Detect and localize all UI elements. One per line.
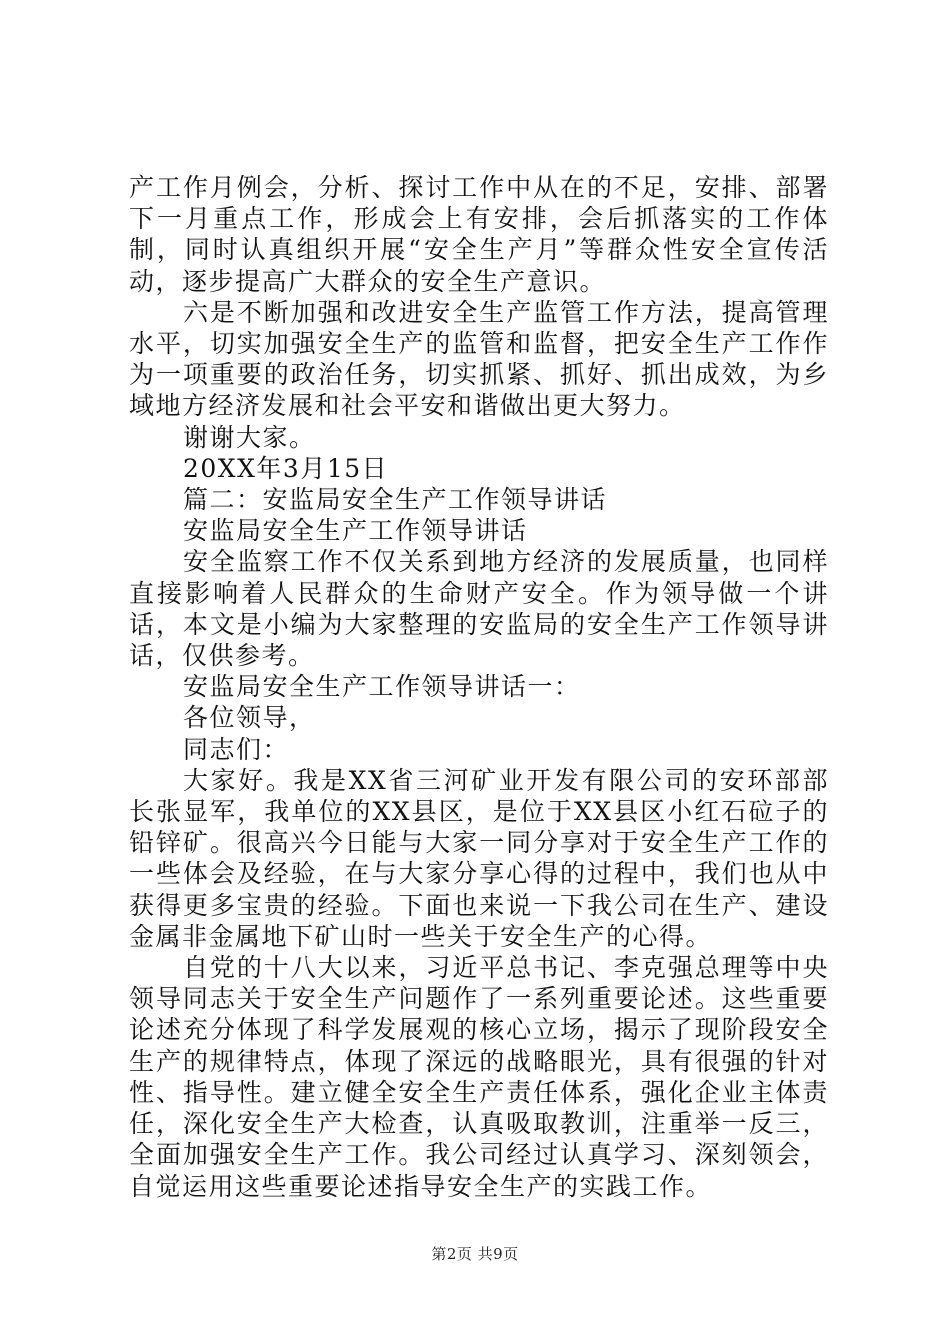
paragraph-intro: 安全监察工作不仅关系到地方经济的发展质量，也同样直接影响着人民群众的生命财产安全。作为领导做一个讲话，本文是小编为大家整理的安监局的安全生产工作领导讲话，仅供参考。 bbox=[129, 547, 829, 671]
speech-title: 安监局安全生产工作领导讲话一： bbox=[183, 672, 581, 702]
paragraph-continuation: 产工作月例会，分析、探讨工作中从在的不足，安排、部署下一月重点工作，形成会上有安排，会后抓落实的工作体制，同时认真组织开展“安全生产月”等群众性安全宣传活动，逐步提高广大群众的安全生产意识。 bbox=[129, 173, 829, 296]
paragraph-thanks: 谢谢大家。 bbox=[183, 422, 316, 452]
document-body bbox=[129, 172, 829, 1202]
salutation-leaders: 各位领导， bbox=[183, 703, 316, 733]
section-heading: 篇二：安监局安全生产工作领导讲话 bbox=[183, 485, 608, 515]
page-number-footer: 第2页 共9页 bbox=[431, 1245, 519, 1263]
section-title: 安监局安全生产工作领导讲话 bbox=[183, 516, 528, 546]
paragraph-date: 20XX年3月15日 bbox=[183, 453, 389, 483]
paragraph-greeting: 大家好。我是XX省三河矿业开发有限公司的安环部部长张显军，我单位的XX县区，是位于XX县区小红石砬子的铅锌矿。很高兴今日能与大家一同分享对于安全生产工作的一些体会及经验，在与大家分享心得的过程中，我们也从中获得更多宝贵的经验。下面也来说一下我公司在生产、建设金属非金属地下矿山时一些关于安全生产的心得。 bbox=[129, 765, 829, 951]
paragraph-point-six: 六是不断加强和改进安全生产监管工作方法，提高管理水平，切实加强安全生产的监管和监督，把安全生产工作作为一项重要的政治任务，切实抓紧、抓好、抓出成效，为乡域地方经济发展和社会平安和谐做出更大努力。 bbox=[129, 297, 829, 421]
paragraph-policy: 自党的十八大以来，习近平总书记、李克强总理等中央领导同志关于安全生产问题作了一系列重要论述。这些重要论述充分体现了科学发展观的核心立场，揭示了现阶段安全生产的规律特点，体现了深远的战略眼光，具有很强的针对性、指导性。建立健全安全生产责任体系，强化企业主体责任，深化安全生产大检查，认真吸取教训，注重举一反三，全面加强安全生产工作。我公司经过认真学习、深刻领会，自觉运用这些重要论述指导安全生产的实践工作。 bbox=[129, 953, 829, 1201]
salutation-comrades: 同志们： bbox=[183, 734, 290, 764]
